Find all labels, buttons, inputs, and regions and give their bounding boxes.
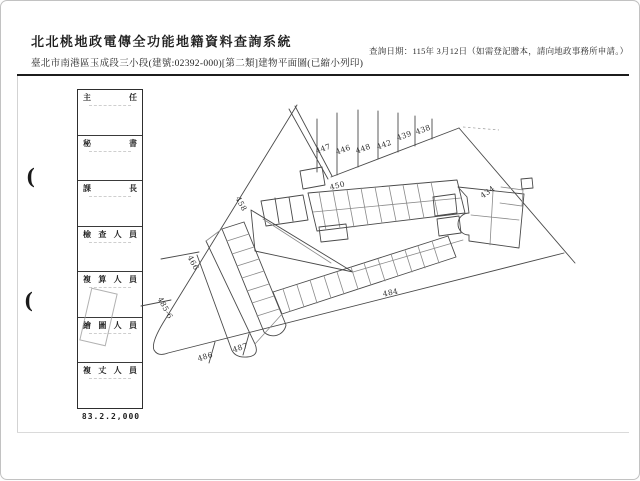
- central-driveway: [263, 219, 463, 272]
- map-label: 466: [185, 253, 201, 272]
- central-wedge: [251, 210, 353, 272]
- system-title: 北北桃地政電傳全功能地籍資料查詢系統: [31, 34, 293, 49]
- map-label: 450: [328, 179, 347, 192]
- map-label: 434: [478, 183, 497, 201]
- query-date-note: 查詢日期：115年 3月12日（如需登記謄本，請向地政事務所申請。）: [369, 46, 629, 56]
- stamp-row-label: 主 任: [83, 93, 137, 102]
- map-label: 486: [196, 349, 214, 364]
- bottom-stall-dividers: [283, 241, 439, 311]
- small-annex-block: [319, 224, 348, 242]
- map-label: 439: [395, 128, 413, 143]
- map-label: 446: [334, 142, 352, 157]
- right-block-dividers: [471, 187, 523, 245]
- map-label: 487: [231, 340, 249, 355]
- stamp-row-label: 課 長: [83, 184, 137, 194]
- map-label: 447: [314, 141, 332, 156]
- form-print-code: 83.2.2,000: [81, 412, 141, 421]
- building-top-block: [300, 167, 325, 189]
- upper-band-midline: [313, 198, 461, 212]
- left-stall-dividers: [227, 234, 279, 316]
- boundary-extension-dash: [463, 127, 499, 130]
- parcel-boundary-left-bottom: [153, 105, 564, 354]
- map-label: 442: [375, 137, 393, 152]
- parcel-boundary-right: [459, 128, 575, 263]
- building-upper-left-block: [261, 195, 308, 226]
- stamp-row-label: 秘 書: [83, 138, 137, 148]
- binding-mark: (: [26, 164, 35, 190]
- bottom-stall-band: [273, 236, 456, 314]
- stamp-row-label: 繪 圖 人 員: [83, 320, 137, 330]
- building-right-block: [458, 187, 524, 248]
- binding-mark: (: [24, 288, 33, 314]
- stamp-row-label: 複 丈 人 員: [83, 366, 137, 376]
- map-label: 485-6: [155, 295, 175, 321]
- top-right-flag-block: [521, 178, 533, 189]
- map-label: 484: [381, 286, 400, 299]
- map-label: 448: [354, 141, 372, 156]
- map-label: 438: [414, 122, 432, 137]
- map-label: 458: [233, 194, 249, 213]
- stamp-row-label: 複 算 人 員: [83, 275, 137, 285]
- cadastral-map: [1, 1, 640, 481]
- document-subtitle: 臺北市南港區玉成段三小段(建號:02392-000)[第二類]建物平面圖(已縮小列印): [31, 59, 364, 69]
- stamp-row-label: 檢 查 人 員: [83, 229, 137, 239]
